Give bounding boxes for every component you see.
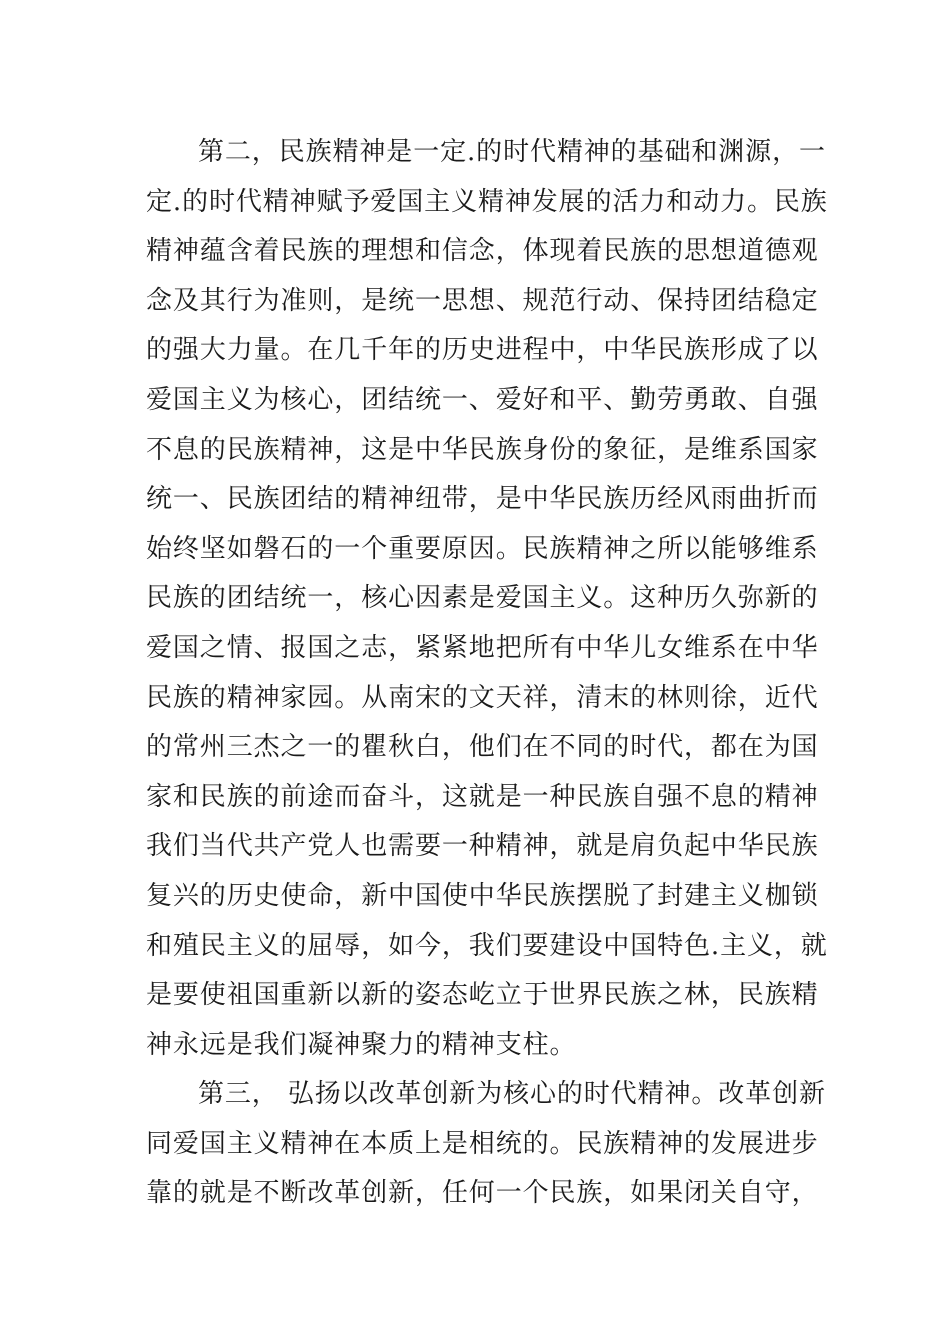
text-line: 复兴的历史使命，新中国使中华民族摆脱了封建主义枷锁: [146, 880, 819, 911]
text-line: 爱国之情、报国之志，紧紧地把所有中华儿女维系在中华: [146, 632, 819, 663]
text-line: 精神蕴含着民族的理想和信念，体现着民族的思想道德观: [146, 236, 819, 267]
text-line: 第二，民族精神是一定.的时代精神的基础和渊源，一: [198, 137, 826, 167]
text-line: 和殖民主义的屈辱，如今，我们要建设中国特色.主义，就: [146, 930, 828, 961]
text-line: 的强大力量。在几千年的历史进程中，中华民族形成了以: [146, 335, 819, 366]
text-line: 民族的团结统一，核心因素是爱国主义。这种历久弥新的: [146, 583, 819, 614]
text-line: 的常州三杰之一的瞿秋白，他们在不同的时代，都在为国: [146, 732, 819, 763]
text-line: 念及其行为准则，是统一思想、规范行动、保持团结稳定: [146, 285, 819, 316]
paragraph-2: [146, 128, 828, 1070]
text-line: 靠的就是不断改革创新，任何一个民族，如果闭关自守，: [146, 1178, 819, 1209]
text-line: 不息的民族精神，这是中华民族身份的象征，是维系国家: [146, 434, 819, 465]
text-line: 民族的精神家园。从南宋的文天祥，清末的林则徐，近代: [146, 682, 819, 713]
text-line: 第三， 弘扬以改革创新为核心的时代精神。改革创新: [198, 1079, 826, 1110]
text-line: 始终坚如磐石的一个重要原因。民族精神之所以能够维系: [146, 533, 819, 564]
text-line: 我们当代共产党人也需要一种精神，就是肩负起中华民族: [146, 831, 819, 862]
text-line: 统一、民族团结的精神纽带，是中华民族历经风雨曲折而: [146, 484, 819, 515]
text-line: 家和民族的前途而奋斗，这就是一种民族自强不息的精神: [146, 781, 819, 812]
document-body: [146, 128, 828, 1219]
text-line: 是要使祖国重新以新的姿态屹立于世界民族之林，民族精: [146, 980, 819, 1011]
text-line: 同爱国主义精神在本质上是相统的。民族精神的发展进步: [146, 1128, 819, 1159]
text-line: 定.的时代精神赋予爱国主义精神发展的活力和动力。民族: [146, 186, 828, 217]
text-line: 神永远是我们凝神聚力的精神支柱。: [146, 1029, 577, 1060]
paragraph-3: [146, 1070, 826, 1219]
text-line: 爱国主义为核心，团结统一、爱好和平、勤劳勇敢、自强: [146, 384, 819, 415]
